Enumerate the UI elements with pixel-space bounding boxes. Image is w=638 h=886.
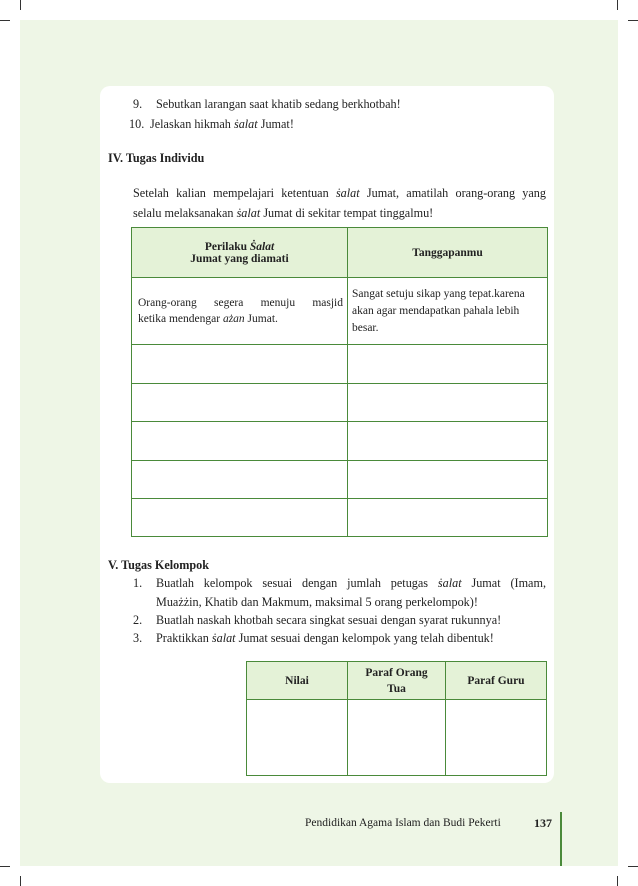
crop-mark [0,866,10,867]
section-4-intro-line-2: selalu melaksanakan ṡalat Jumat di sekitar tempat tinggalmu! [133,206,434,220]
footer-divider [560,812,562,866]
blank-cell[interactable] [132,345,348,384]
crop-mark [20,876,21,886]
crop-mark [628,20,638,21]
example-response-line-3: besar. [352,321,379,334]
observation-col-response-header: Tanggapanmu [348,228,548,278]
section-5-heading: V. Tugas Kelompok [108,558,210,572]
blank-cell[interactable] [132,422,348,461]
score-col-grade: Nilai [247,662,348,700]
observation-table [131,227,548,537]
blank-cell[interactable] [446,700,547,776]
example-response-line-2: akan agar mendapatkan pahala lebih [352,304,520,317]
table-row [132,461,548,499]
blank-cell[interactable] [348,499,548,537]
blank-cell[interactable] [132,499,348,537]
blank-cell[interactable] [247,700,348,776]
crop-mark [617,0,618,10]
observation-table-header [132,228,548,278]
example-behavior-line-2: ketika mendengar ażan Jumat. [138,313,278,325]
table-row [132,345,548,384]
task-1-line-2: Muażżin, Khatib dan Makmum, maksimal 5 orang perkelompok)! [156,595,478,609]
task-2-number: 2. [133,613,143,627]
task-1-number: 1. [133,576,143,590]
example-response-line-1: Sangat setuju sikap yang tepat.karena [352,287,525,300]
question-10-number: 10. [129,117,145,131]
table-row [247,700,547,776]
crop-mark [628,866,638,867]
footer-page-number: 137 [534,816,552,830]
crop-mark [0,20,10,21]
example-behavior-line-1: Orang-orang segera menuju masjid [138,297,343,309]
task-2-text: Buatlah naskah khotbah secara singkat sesuai dengan syarat rukunnya! [156,613,502,627]
score-col-teacher-signature: Paraf Guru [446,662,547,700]
example-response-cell [348,278,548,345]
task-1-line-1: Buatlah kelompok sesuai dengan jumlah petugas ṡalat Jumat (Imam, [156,576,546,590]
observation-col-behavior-header: Perilaku Ṡalat Jumat yang diamati [132,228,348,278]
example-behavior-cell [132,278,348,345]
task-3-text: Praktikkan ṡalat Jumat sesuai dengan kelompok yang telah dibentuk! [156,631,494,645]
question-9-number: 9. [133,97,143,111]
footer-book-title: Pendidikan Agama Islam dan Budi Pekerti [305,817,501,829]
blank-cell[interactable] [348,700,446,776]
blank-cell[interactable] [348,422,548,461]
question-9-text: Sebutkan larangan saat khatib sedang berkhotbah! [156,97,401,111]
table-row [132,278,548,345]
score-table-header [247,662,547,700]
blank-cell[interactable] [348,461,548,499]
blank-cell[interactable] [132,461,348,499]
table-row [132,384,548,422]
question-10-text: Jelaskan hikmah ṡalat Jumat! [150,117,294,131]
section-4-intro-line-1: Setelah kalian mempelajari ketentuan ṡalat Jumat, amatilah orang-orang yang [133,186,546,200]
score-table [246,661,547,776]
blank-cell[interactable] [132,384,348,422]
blank-cell[interactable] [348,345,548,384]
crop-mark [20,0,21,10]
table-row [132,422,548,461]
blank-cell[interactable] [348,384,548,422]
crop-mark [617,876,618,886]
task-3-number: 3. [133,631,143,645]
table-row [132,499,548,537]
score-col-parent-signature: Paraf Orang Tua [348,662,446,700]
section-4-heading: IV. Tugas Individu [108,151,205,165]
